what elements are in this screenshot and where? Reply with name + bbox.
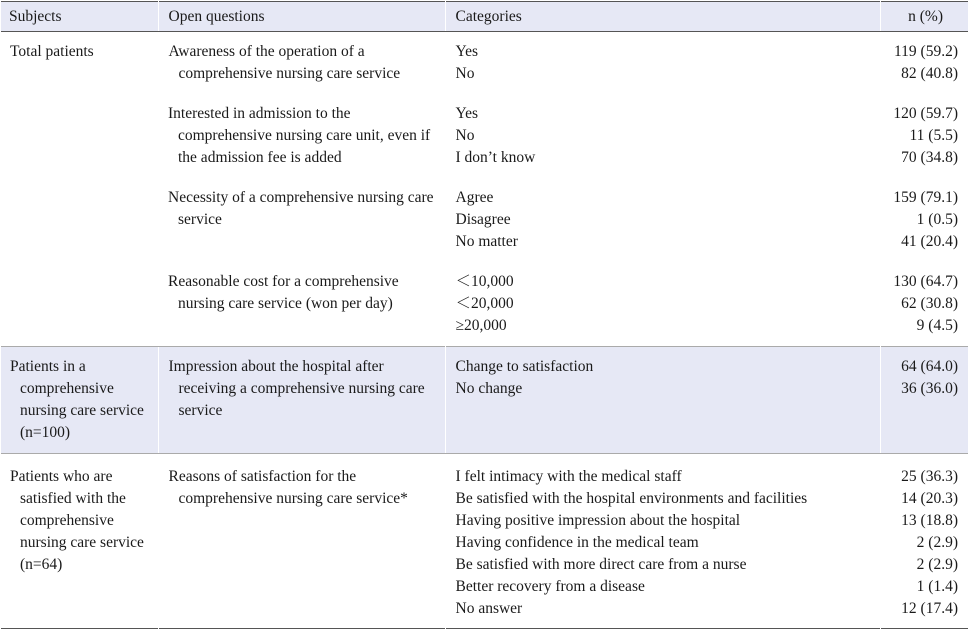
- value-label: 2 (2.9): [916, 556, 958, 573]
- category-label: Be satisfied with the hospital environments and facilities: [455, 490, 808, 507]
- header-row: [1, 2, 968, 32]
- category-label: ＜10,000: [455, 273, 514, 290]
- value-label: 130 (64.7): [893, 273, 958, 290]
- category-label: Agree: [455, 189, 494, 206]
- category-label: Change to satisfaction: [455, 358, 594, 375]
- value-label: 41 (20.4): [901, 233, 958, 250]
- value-label: 62 (30.8): [901, 295, 958, 312]
- values-cell: [880, 85, 968, 169]
- survey-results-table: [1, 1, 968, 629]
- category-label: No answer: [455, 600, 523, 617]
- value-label: 12 (17.4): [901, 600, 958, 617]
- value-label: 159 (79.1): [893, 189, 958, 206]
- question-cell: [158, 454, 445, 629]
- category-label: ≥20,000: [455, 317, 507, 334]
- header-open-questions: Open questions: [158, 2, 445, 32]
- categories-cell: [445, 253, 880, 347]
- value-label: 82 (40.8): [901, 65, 958, 82]
- category-label: Disagree: [455, 211, 511, 228]
- value-label: 9 (4.5): [916, 317, 958, 334]
- category-label: Having confidence in the medical team: [455, 534, 699, 551]
- categories-cell: [445, 169, 880, 253]
- value-label: 14 (20.3): [901, 490, 958, 507]
- subject-total-patients: Total patients: [10, 43, 94, 60]
- category-label: No: [455, 127, 475, 144]
- category-label: I felt intimacy with the medical staff: [455, 468, 682, 485]
- category-label: I don’t know: [455, 149, 536, 166]
- category-label: Having positive impression about the hospital: [455, 512, 741, 529]
- question-cell: [158, 85, 445, 169]
- question-reasonable-cost: Reasonable cost for a comprehensive nursing care service (won per day): [168, 273, 399, 312]
- subject-patients-in-service: Patients in a comprehensive nursing care service (n=100): [10, 358, 144, 441]
- value-label: 2 (2.9): [916, 534, 958, 551]
- category-label: Yes: [455, 105, 479, 122]
- values-cell: [880, 169, 968, 253]
- value-label: 36 (36.0): [901, 380, 958, 397]
- value-label: 25 (36.3): [901, 468, 958, 485]
- values-cell: [880, 253, 968, 347]
- value-label: 1 (0.5): [916, 211, 958, 228]
- category-label: No change: [455, 380, 523, 397]
- subject-cell: [1, 32, 158, 347]
- categories-cell: [445, 32, 880, 86]
- category-label: No: [455, 65, 475, 82]
- question-interest-admission: Interested in admission to the comprehensive nursing care unit, even if the admission fee is added: [168, 105, 431, 166]
- question-impression: Impression about the hospital after receiving a comprehensive nursing care service: [168, 358, 425, 419]
- subject-cell: [1, 347, 158, 454]
- question-cell: [158, 32, 445, 86]
- category-label: Better recovery from a disease: [455, 578, 645, 595]
- header-categories: Categories: [445, 2, 880, 32]
- value-label: 1 (1.4): [916, 578, 958, 595]
- question-awareness: Awareness of the operation of a comprehensive nursing care service: [168, 43, 401, 82]
- table-row: [1, 454, 968, 629]
- value-label: 11 (5.5): [909, 127, 958, 144]
- category-label: ＜20,000: [455, 295, 514, 312]
- question-cell: [158, 253, 445, 347]
- values-cell: [880, 454, 968, 629]
- table-row: [1, 347, 968, 454]
- question-cell: [158, 169, 445, 253]
- values-cell: [880, 347, 968, 454]
- question-cell: [158, 347, 445, 454]
- category-label: No matter: [455, 233, 518, 250]
- question-reasons-satisfaction: Reasons of satisfaction for the comprehensive nursing care service*: [168, 468, 408, 507]
- categories-cell: [445, 85, 880, 169]
- header-n-percent: n (%): [880, 2, 968, 32]
- values-cell: [880, 32, 968, 86]
- categories-cell: [445, 347, 880, 454]
- value-label: 120 (59.7): [893, 105, 958, 122]
- value-label: 119 (59.2): [894, 43, 958, 60]
- categories-cell: [445, 454, 880, 629]
- value-label: 70 (34.8): [901, 149, 958, 166]
- category-label: Yes: [455, 43, 479, 60]
- value-label: 13 (18.8): [901, 512, 958, 529]
- table-row: [1, 32, 968, 86]
- header-subjects: Subjects: [1, 2, 158, 32]
- value-label: 64 (64.0): [901, 358, 958, 375]
- subject-cell: [1, 454, 158, 629]
- question-necessity: Necessity of a comprehensive nursing care service: [168, 189, 434, 228]
- category-label: Be satisfied with more direct care from a nurse: [455, 556, 747, 573]
- subject-satisfied-patients: Patients who are satisfied with the comprehensive nursing care service (n=64): [10, 468, 144, 573]
